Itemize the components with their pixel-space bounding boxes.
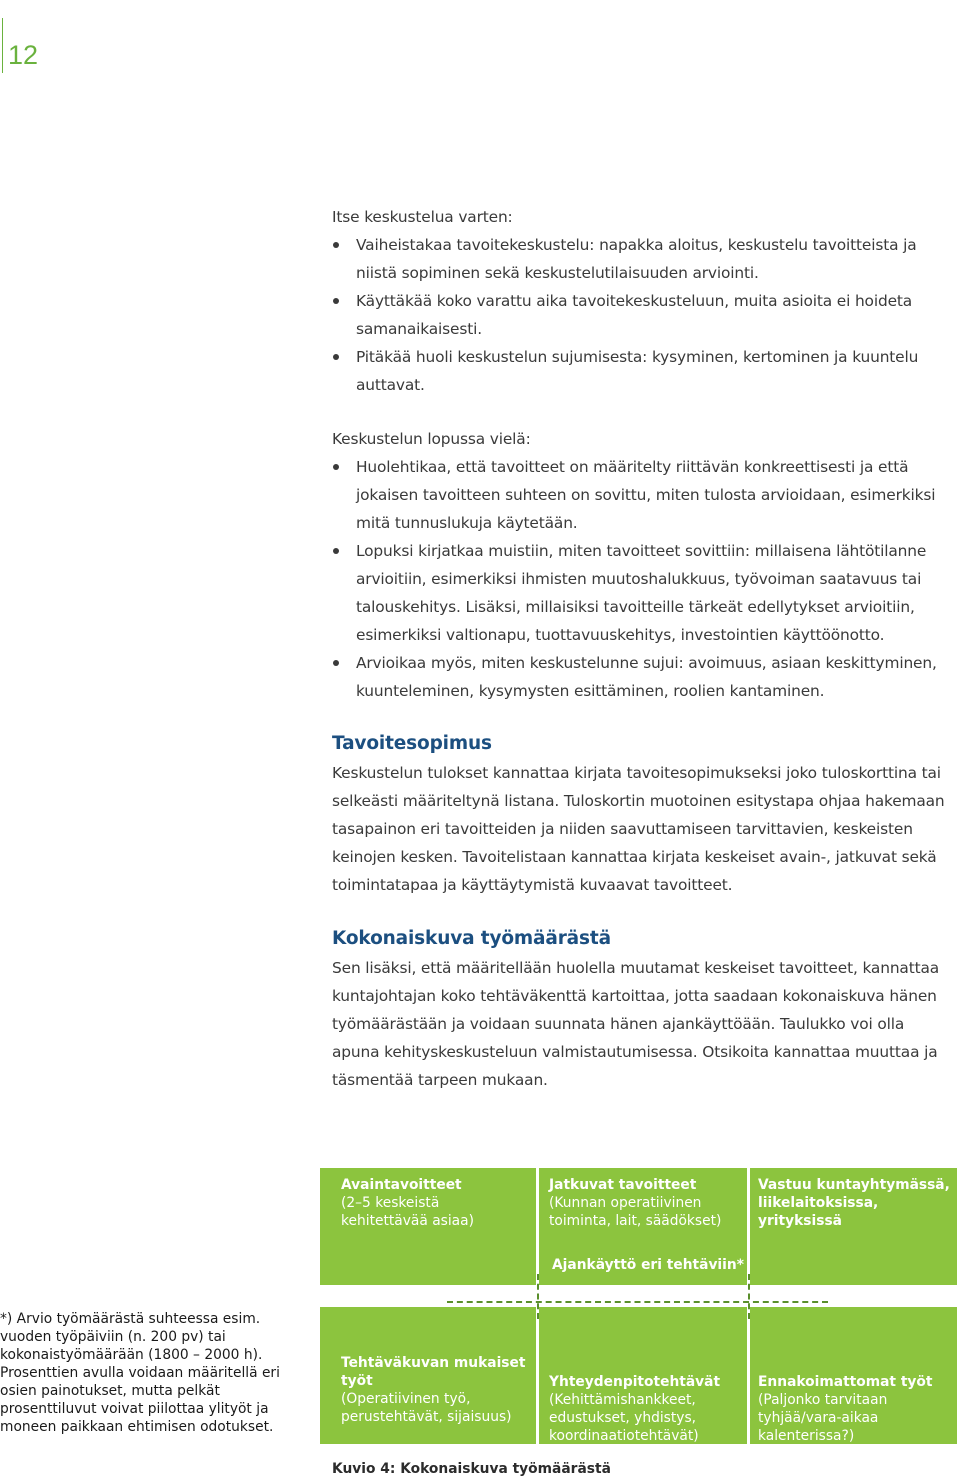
section-intro: Itse keskustelua varten: <box>332 208 513 226</box>
page-number: 12 <box>8 40 39 70</box>
cell-responsibility <box>758 1176 954 1230</box>
time-use-label: Ajankäyttö eri tehtäviin* <box>552 1257 744 1273</box>
list-item: Arvioikaa myös, miten keskustelunne sujui: avoimuus, asiaan keskittyminen, kuunteleminen, kysymysten esittäminen, roolien kantaminen. <box>332 649 956 705</box>
list-item: Vaiheistakaa tavoitekeskustelu: napakka aloitus, keskustelu tavoitteista ja niistä sopiminen sekä keskustelutilaisuuden arviointi. <box>332 231 956 287</box>
tavoitesopimus-section <box>332 730 956 899</box>
cell-job-description-tasks <box>341 1354 531 1426</box>
list-item: Huolehtikaa, että tavoitteet on määritelty riittävän konkreettisesti ja että jokaisen tavoitteen suhteen on sovittu, miten tulosta arvioidaan, esimerkiksi mitä tunnuslukuja käytetään. <box>332 453 956 537</box>
cell-title: Yhteydenpitotehtävät <box>549 1374 721 1390</box>
cell-title: Tehtäväkuvan mukaiset työt <box>341 1355 526 1389</box>
page-number-rule <box>2 18 3 73</box>
cell-title: Avaintavoitteet <box>341 1177 462 1193</box>
cell-text: (Paljonko tarvitaan tyhjää/vara-aikaa kalenterissa?) <box>758 1392 888 1444</box>
cell-title: Vastuu kuntayhtymässä, liikelaitoksissa, yrityksissä <box>758 1177 950 1229</box>
dashed-divider <box>537 1274 539 1319</box>
list-item: Käyttäkää koko varattu aika tavoitekeskusteluun, muita asioita ei hoideta samanaikaisesti. <box>332 287 956 343</box>
section-intro: Keskustelun lopussa vielä: <box>332 430 531 448</box>
column-separator <box>747 1307 750 1444</box>
cell-text: (Kunnan operatiivinen toiminta, lait, säädökset) <box>549 1195 722 1229</box>
cell-key-goals <box>341 1176 526 1230</box>
dashed-divider <box>748 1274 750 1319</box>
cell-text: (Operatiivinen työ, perustehtävät, sijaisuus) <box>341 1391 512 1425</box>
section-heading: Tavoitesopimus <box>332 733 492 754</box>
column-separator <box>536 1307 539 1444</box>
cell-unforeseen-work <box>758 1373 948 1445</box>
cell-title: Jatkuvat tavoitteet <box>549 1177 697 1193</box>
list-item: Pitäkää huoli keskustelun sujumisesta: kysyminen, kertominen ja kuuntelu auttavat. <box>332 343 956 399</box>
section-body: Sen lisäksi, että määritellään huolella muutamat keskeiset tavoitteet, kannattaa kuntajohtajan koko tehtäväkenttä kartoittaa, jotta saadaan kokonaiskuva hänen työmäärästään ja voidaan suunnata hänen ajankäyttöään. Taulukko voi olla apuna kehityskeskusteluun valmistautumisessa. Otsikoita kannattaa muuttaa ja täsmentää tarpeen mukaan. <box>332 959 940 1089</box>
figure-caption: Kuvio 4: Kokonaiskuva työmäärästä <box>332 1461 611 1477</box>
footnote: *) Arvio työmäärästä suhteessa esim. vuoden työpäiviin (n. 200 pv) tai kokonaistyömäärään (1800 – 2000 h). Prosenttien avulla voidaan määritellä eri osien painotukset, mutta pelkät prosenttiluvut voivat piilottaa ylityöt ja moneen paikkaan ehtimisen odotukset. <box>0 1311 280 1435</box>
cell-text: (2–5 keskeistä kehitettävää asiaa) <box>341 1195 474 1229</box>
column-separator <box>536 1168 539 1285</box>
discussion-section <box>332 203 956 399</box>
workload-diagram <box>320 1168 960 1481</box>
dashed-divider <box>447 1301 828 1303</box>
cell-text: (Kehittämishankkeet, edustukset, yhdistys, koordinaatiotehtävät) <box>549 1392 699 1444</box>
cell-continuous-goals <box>549 1176 739 1230</box>
section-heading: Kokonaiskuva työmäärästä <box>332 928 611 949</box>
bullet-list <box>332 231 956 399</box>
kokonaiskuva-section <box>332 925 956 1094</box>
cell-liaison-tasks <box>549 1373 739 1445</box>
cell-title: Ennakoimattomat työt <box>758 1374 933 1390</box>
section-body: Keskustelun tulokset kannattaa kirjata tavoitesopimukseksi joko tuloskorttina tai selkeästi määriteltynä listana. Tuloskortin muotoinen esitystapa ohjaa hakemaan tasapainon eri tavoitteiden ja niiden saavuttamiseen tarvittavien, keskeisten keinojen kesken. Tavoitelistaan kannattaa kirjata keskeiset avain-, jatkuvat sekä toimintatapaa ja käyttäytymistä kuvaavat tavoitteet. <box>332 764 945 894</box>
bullet-list <box>332 453 956 705</box>
list-item: Lopuksi kirjatkaa muistiin, miten tavoitteet sovittiin: millaisena lähtötilanne arvioitiin, esimerkiksi ihmisten muutoshalukkuus, työvoiman saatavuus tai talouskehitys. Lisäksi, millaisiksi tavoitteille tärkeät edellytykset arvioitiin, esimerkiksi valtionapu, tuottavuuskehitys, investointien käyttöönotto. <box>332 537 956 649</box>
column-separator <box>747 1168 750 1285</box>
end-of-discussion-section <box>332 425 956 705</box>
diagram-divider-band <box>320 1285 957 1307</box>
